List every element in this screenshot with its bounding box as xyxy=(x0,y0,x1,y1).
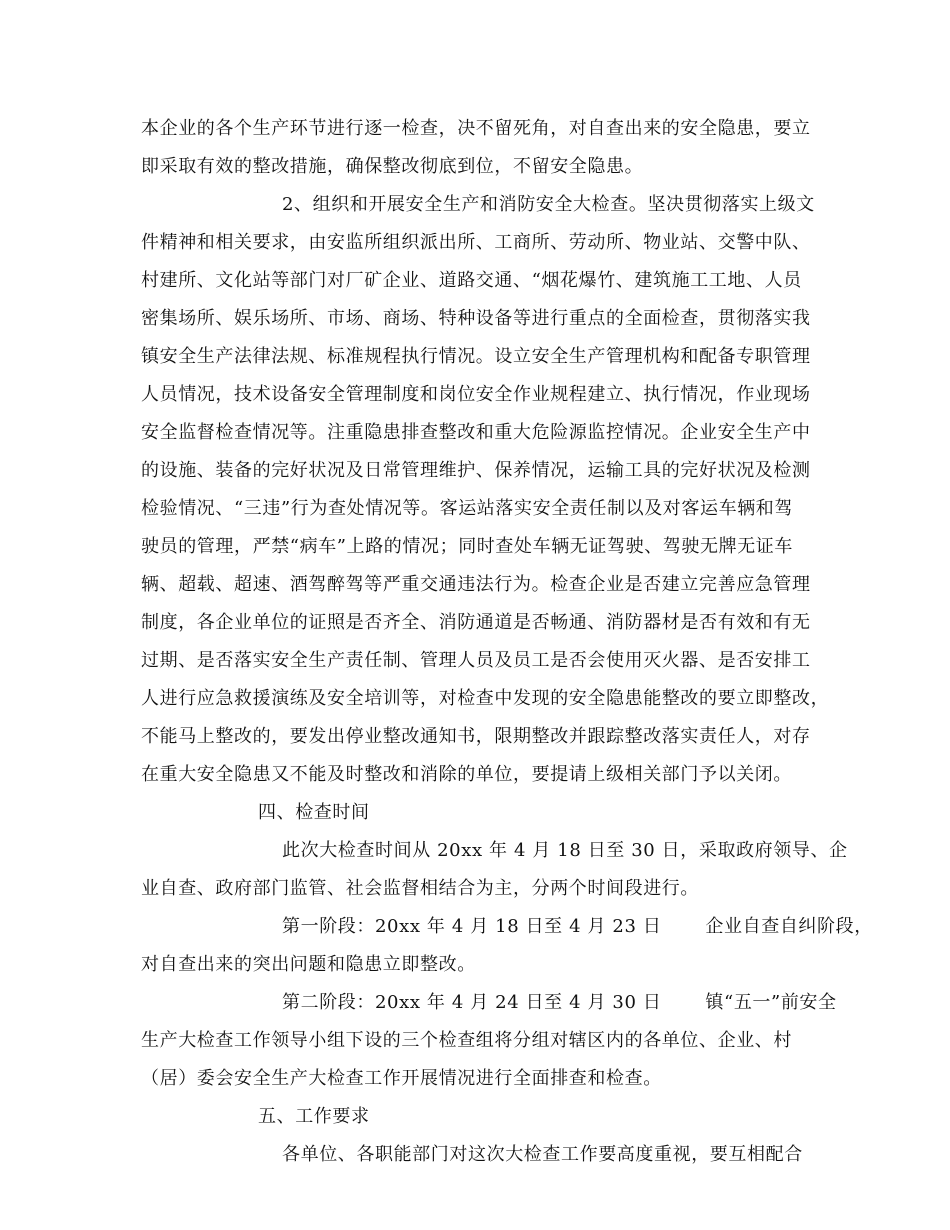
paragraph-line: 村建所、文化站等部门对厂矿企业、道路交通、“烟花爆竹、建筑施工工地、人员 xyxy=(141,270,802,291)
paragraph-line: （居）委会安全生产大检查工作开展情况进行全面排查和检查。 xyxy=(141,1068,662,1089)
paragraph-line: 生产大检查工作领导小组下设的三个检查组将分组对辖区内的各单位、企业、村 xyxy=(141,1030,792,1051)
paragraph-line: 安全监督检查情况等。注重隐患排查整改和重大危险源监控情况。企业安全生产中 xyxy=(141,422,811,443)
paragraph-line: 检验情况、“三违”行为查处情况等。客运站落实安全责任制以及对客运车辆和驾 xyxy=(141,498,794,519)
paragraph-line: 人员情况，技术设备安全管理制度和岗位安全作业规程建立、执行情况，作业现场 xyxy=(141,384,811,405)
paragraph-line: 在重大安全隐患又不能及时整改和消除的单位，要提请上级相关部门予以关闭。 xyxy=(141,764,792,785)
phase-line xyxy=(282,992,837,1014)
paragraph-line: 对自查出来的突出问题和隐患立即整改。 xyxy=(141,954,476,975)
paragraph-line: 2、组织和开展安全生产和消防安全大检查。坚决贯彻落实上级文 xyxy=(282,194,815,215)
paragraph-line: 人进行应急救援演练及安全培训等，对检查中发现的安全隐患能整改的要立即整改， xyxy=(141,688,830,709)
section-heading: 五、工作要求 xyxy=(258,1106,370,1127)
paragraph-line: 此次大检查时间从 20xx 年 4 月 18 日至 30 日，采取政府领导、企 xyxy=(282,840,848,861)
paragraph-line: 业自查、政府部门监管、社会监督相结合为主，分两个时间段进行。 xyxy=(141,878,699,899)
paragraph-line: 制度，各企业单位的证照是否齐全、消防通道是否畅通、消防器材是否有效和有无 xyxy=(141,612,811,633)
paragraph-line: 镇安全生产法律法规、标准规程执行情况。设立安全生产管理机构和配备专职管理 xyxy=(141,346,811,367)
paragraph-line: 密集场所、娱乐场所、市场、商场、特种设备等进行重点的全面检查，贯彻落实我 xyxy=(141,308,811,329)
phase2-desc: 镇“五一”前安全 xyxy=(705,992,837,1013)
phase1-label: 第一阶段：20xx 年 4 月 18 日至 4 月 23 日 xyxy=(282,916,662,937)
paragraph-line: 件精神和相关要求，由安监所组织派出所、工商所、劳动所、物业站、交警中队、 xyxy=(141,232,811,253)
paragraph-line: 本企业的各个生产环节进行逐一检查，决不留死角，对自查出来的安全隐患，要立 xyxy=(141,118,811,139)
paragraph-line: 过期、是否落实安全生产责任制、管理人员及员工是否会使用灭火器、是否安排工 xyxy=(141,650,811,671)
paragraph-line: 即采取有效的整改措施，确保整改彻底到位，不留安全隐患。 xyxy=(141,156,644,177)
section-heading: 四、检查时间 xyxy=(258,802,370,823)
paragraph-line: 驶员的管理，严禁“病车”上路的情况；同时查处车辆无证驾驶、驾驶无牌无证车 xyxy=(141,536,794,557)
phase2-label: 第二阶段：20xx 年 4 月 24 日至 4 月 30 日 xyxy=(282,992,662,1013)
paragraph-line: 各单位、各职能部门对这次大检查工作要高度重视，要互相配合 xyxy=(282,1144,803,1165)
paragraph-line: 的设施、装备的完好状况及日常管理维护、保养情况，运输工具的完好状况及检测 xyxy=(141,460,811,481)
phase1-desc: 企业自查自纠阶段， xyxy=(705,916,873,937)
phase-line xyxy=(282,916,873,938)
paragraph-line: 不能马上整改的，要发出停业整改通知书，限期整改并跟踪整改落实责任人，对存 xyxy=(141,726,811,747)
paragraph-line: 辆、超载、超速、酒驾醉驾等严重交通违法行为。检查企业是否建立完善应急管理 xyxy=(141,574,811,595)
